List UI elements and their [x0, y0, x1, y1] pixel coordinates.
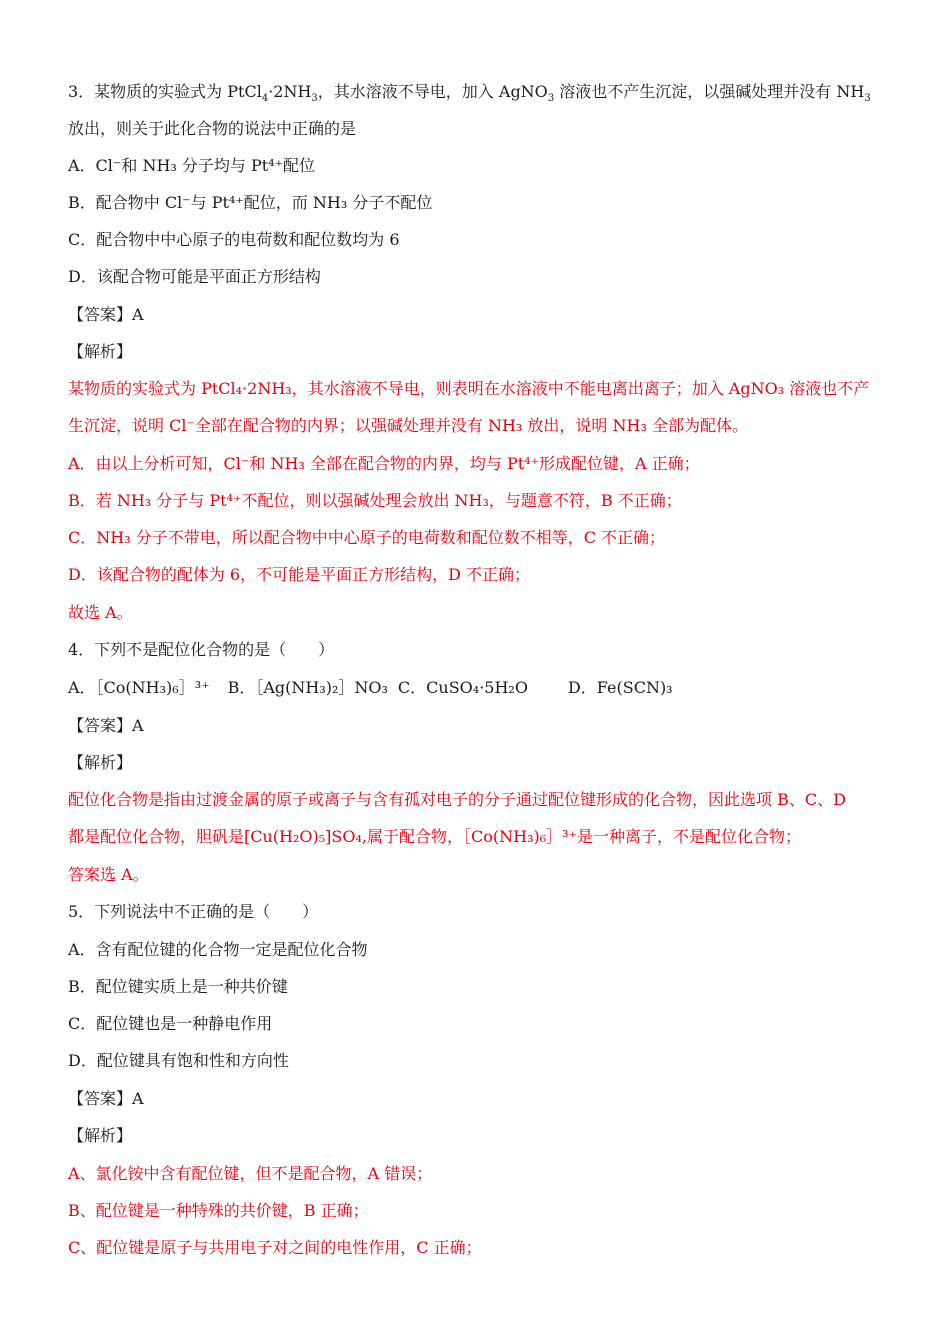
q3-option-b: B．配合物中 Cl⁻与 Pt⁴⁺配位，而 NH₃ 分子不配位: [68, 193, 433, 212]
q3-analysis-label: 【解析】: [68, 342, 133, 361]
q5-option-d: D．配位键具有饱和性和方向性: [68, 1051, 289, 1070]
q3-analysis-line: D．该配合物的配体为 6，不可能是平面正方形结构，D 不正确；: [68, 565, 531, 584]
q5-stem: 5．下列说法中不正确的是（ ）: [68, 902, 319, 921]
q3-stem-line1: 3．某物质的实验式为 $PtCl_4\cdot 2NH_3$，其水溶液不导电，加入 AgNO$_3$ 溶液也不产生沉淀，以强碱处理并没有 $NH_3$: [68, 82, 871, 105]
q3-analysis-line: C．NH₃ 分子不带电，所以配合物中中心原子的电荷数和配位数不相等，C 不正确；: [68, 528, 666, 547]
q5-option-a: A．含有配位键的化合物一定是配位化合物: [68, 940, 368, 959]
q4-option-a: A．［Co(NH₃)₆］³⁺: [68, 678, 210, 697]
q5-analysis-label: 【解析】: [68, 1126, 133, 1145]
q3-analysis-line: B．若 NH₃ 分子与 Pt⁴⁺不配位，则以强碱处理会放出 NH₃，与题意不符，B 不正确；: [68, 491, 682, 510]
q3-option-d: D．该配合物可能是平面正方形结构: [68, 267, 321, 286]
q4-stem: 4．下列不是配位化合物的是（ ）: [68, 640, 335, 659]
q5-option-c: C．配位键也是一种静电作用: [68, 1014, 273, 1033]
q4-analysis-line: 配位化合物是指由过渡金属的原子或离子与含有孤对电子的分子通过配位键形成的化合物，因此选项 B、C、D: [68, 790, 846, 809]
q3-analysis-line: 某物质的实验式为 PtCl₄·2NH₃，其水溶液不导电，则表明在水溶液中不能电离出离子；加入 AgNO₃ 溶液也不产: [68, 379, 870, 398]
q3-analysis-line: 生沉淀，说明 Cl⁻全部在配合物的内界；以强碱处理并没有 NH₃ 放出，说明 NH₃ 全部为配体。: [68, 416, 748, 435]
q3-answer: 【答案】A: [68, 305, 144, 324]
q4-option-d: D．Fe(SCN)₃: [567, 678, 673, 697]
q4-answer: 【答案】A: [68, 716, 144, 735]
q4-option-c: C．CuSO₄·5H₂O: [397, 678, 528, 697]
q4-analysis-line: 都是配位化合物，胆矾是[Cu(H₂O)₅]SO₄,属于配合物，［Co(NH₃)₆］³⁺是一种离子，不是配位化合物；: [68, 827, 801, 846]
q5-answer: 【答案】A: [68, 1089, 144, 1108]
q5-analysis-line: B、配位键是一种特殊的共价键，B 正确；: [68, 1201, 369, 1220]
q3-stem-line2: 放出，则关于此化合物的说法中正确的是: [68, 119, 357, 138]
q3-analysis-conclusion: 故选 A。: [68, 603, 133, 622]
q5-option-b: B．配位键实质上是一种共价键: [68, 977, 288, 996]
q3-option-c: C．配合物中中心原子的电荷数和配位数均为 6: [68, 230, 400, 249]
q3-option-a: A．Cl⁻和 NH₃ 分子均与 Pt⁴⁺配位: [68, 156, 316, 175]
q4-analysis-conclusion: 答案选 A。: [68, 865, 149, 884]
q4-options: [68, 677, 673, 699]
q5-analysis-line: A、氯化铵中含有配位键，但不是配合物，A 错误；: [68, 1164, 433, 1183]
q4-option-b: B．［Ag(NH₃)₂］NO₃: [227, 678, 388, 697]
q5-analysis-line: C、配位键是原子与共用电子对之间的电性作用，C 正确；: [68, 1238, 482, 1257]
q4-analysis-label: 【解析】: [68, 753, 133, 772]
q3-analysis-line: A．由以上分析可知，Cl⁻和 NH₃ 全部在配合物的内界，均与 Pt⁴⁺形成配位键，A 正确；: [68, 454, 700, 473]
